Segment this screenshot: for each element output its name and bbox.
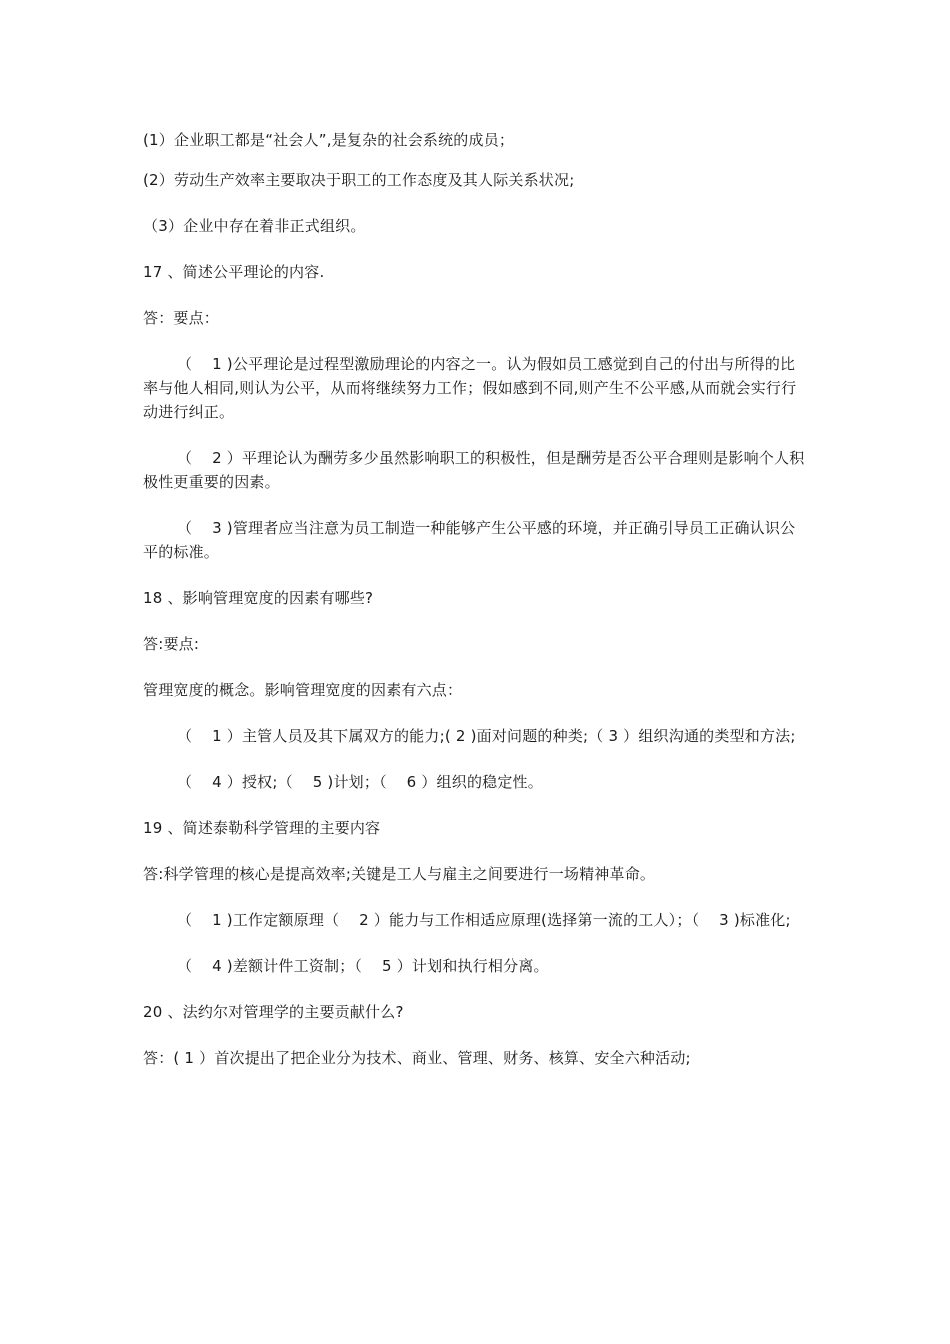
- question-20-answer: 答：( 1 ）首次提出了把企业分为技术、商业、管理、财务、核算、安全六种活动;: [143, 1049, 691, 1067]
- question-18-heading: 18 、影响管理宽度的因素有哪些?: [143, 589, 374, 607]
- question-17-answer-label: 答：要点：: [143, 309, 220, 327]
- question-19-heading: 19 、简述泰勒科学管理的主要内容: [143, 819, 381, 837]
- question-18-intro: 管理宽度的概念。影响管理宽度的因素有六点：: [143, 681, 463, 699]
- paragraph-3: （3）企业中存在着非正式组织。: [143, 217, 366, 235]
- question-19-answer: 答:科学管理的核心是提高效率;关键是工人与雇主之间要进行一场精神革命。: [143, 865, 656, 883]
- document-body: [143, 112, 807, 1070]
- question-18-points-1-3: （ 1 ）主管人员及其下属双方的能力;( 2 )面对问题的种类;（ 3 ）组织沟通的类型和方法;: [177, 727, 796, 745]
- question-17-heading: 17 、简述公平理论的内容.: [143, 263, 325, 281]
- question-20-heading: 20 、法约尔对管理学的主要贡献什么?: [143, 1003, 404, 1021]
- question-18-points-4-6: （ 4 ）授权;（ 5 )计划；（ 6 ）组织的稳定性。: [177, 773, 543, 791]
- question-17-point-1: （ 1 )公平理论是过程型激励理论的内容之一。认为假如员工感觉到自己的付出与所得的比率与他人相同,则认为公平，从而将继续努力工作；假如感到不同,则产生不公平感,从而就会实行行动进行纠正。: [143, 355, 797, 421]
- question-19-points-1-3: （ 1 )工作定额原理（ 2 ）能力与工作相适应原理(选择第一流的工人）；（ 3 )标准化;: [177, 911, 791, 929]
- question-18-answer-label: 答:要点:: [143, 635, 200, 653]
- paragraph-2: (2）劳动生产效率主要取决于职工的工作态度及其人际关系状况;: [143, 171, 575, 189]
- question-17-point-3: （ 3 )管理者应当注意为员工制造一种能够产生公平感的环境，并正确引导员工正确认识公平的标准。: [143, 519, 796, 561]
- paragraph-1: (1）企业职工都是“社会人”,是复杂的社会系统的成员；: [143, 131, 515, 149]
- question-17-point-2: （ 2 ）平理论认为酬劳多少虽然影响职工的积极性，但是酬劳是否公平合理则是影响个人积极性更重要的因素。: [143, 449, 805, 491]
- question-19-points-4-5: （ 4 )差额计件工资制；（ 5 ）计划和执行相分离。: [177, 957, 549, 975]
